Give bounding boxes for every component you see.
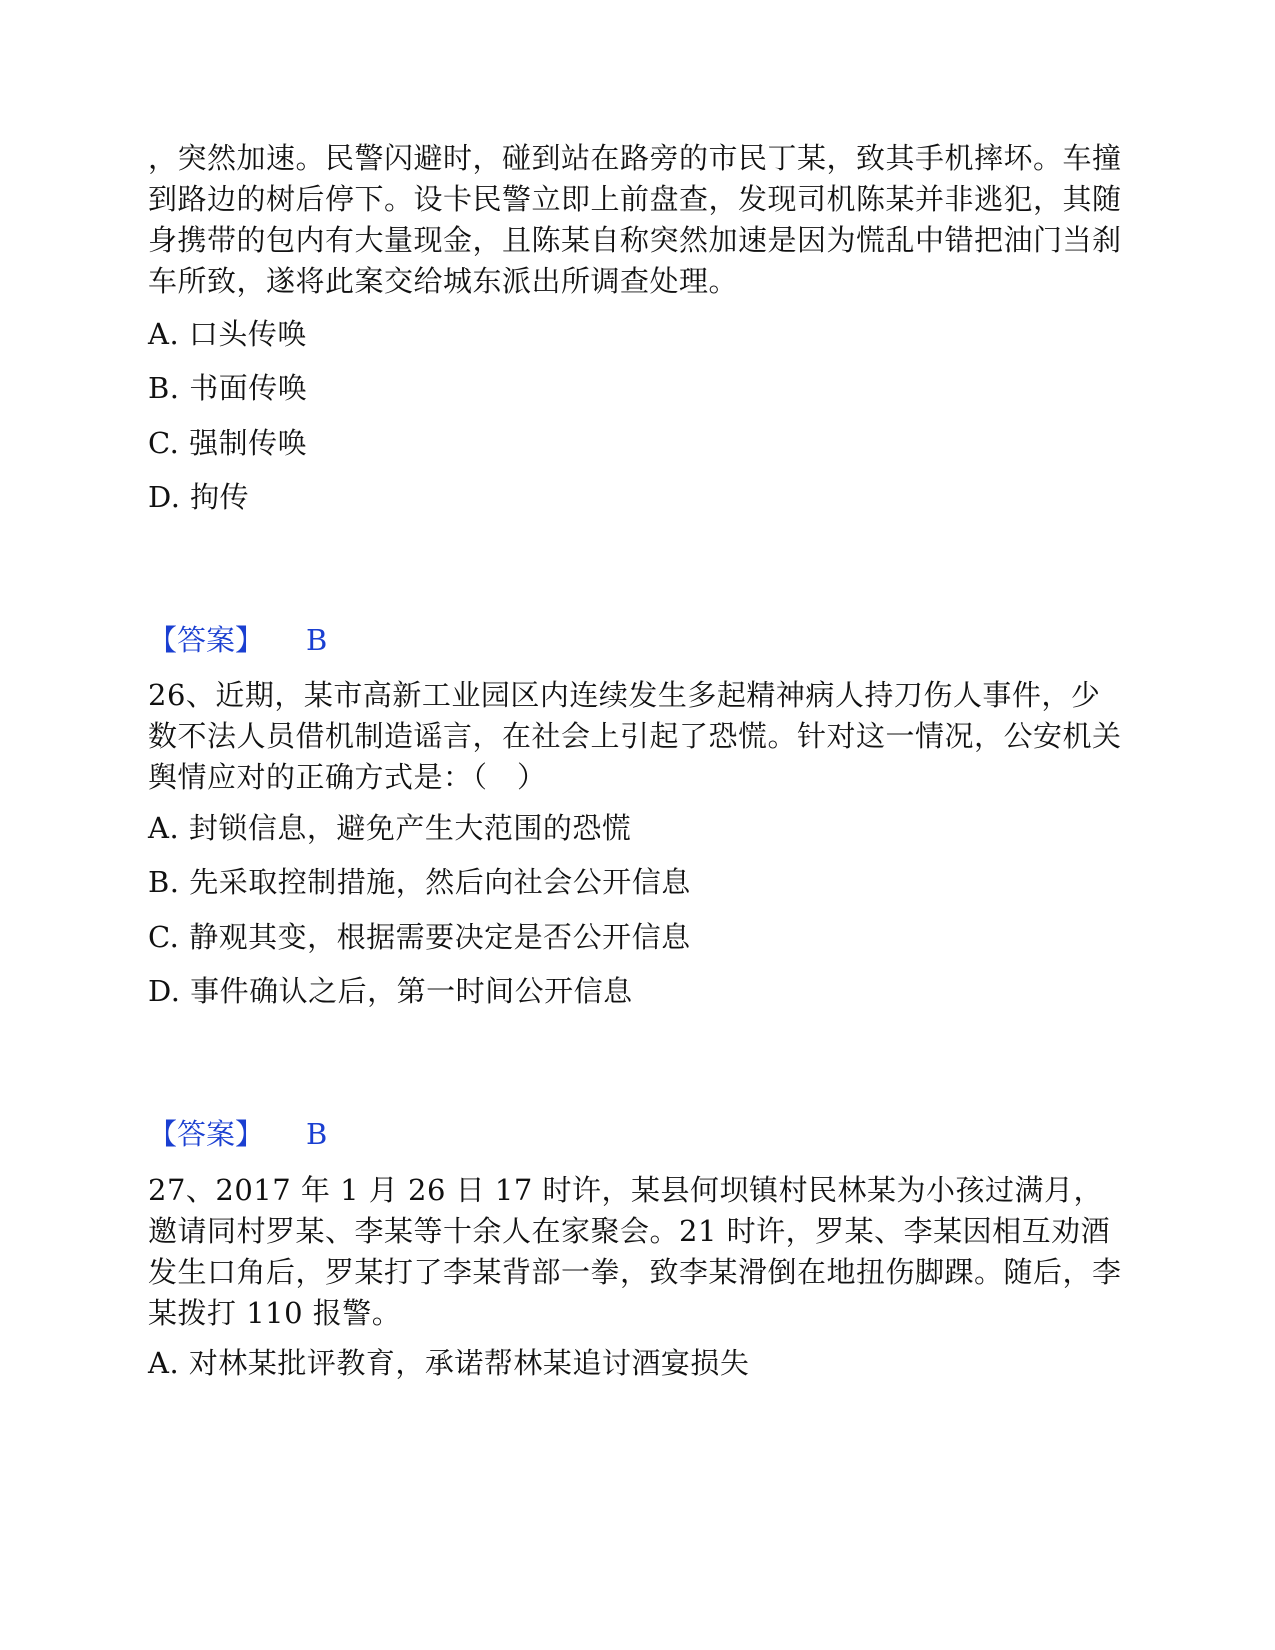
question-27-stem: 27、2017 年 1 月 26 日 17 时许，某县何坝镇村民林某为小孩过满月，邀请同村罗某、李某等十余人在家聚会。21 时许，罗某、李某因相互劝酒发生口角后，罗某打了李某背部一拳，致李某滑倒在地扭伤脚踝。随后，李某拨打 110 报警。 bbox=[148, 1173, 1122, 1330]
question-26-stem: 26、近期，某市高新工业园区内连续发生多起精神病人持刀伤人事件，少数不法人员借机制造谣言，在社会上引起了恐慌。针对这一情况，公安机关舆情应对的正确方式是：（ ） bbox=[148, 678, 1122, 794]
question-25-option-b: B. 书面传唤 bbox=[148, 371, 308, 405]
answer-label: 【答案】 bbox=[148, 1117, 265, 1151]
question-26-option-b: B. 先采取控制措施，然后向社会公开信息 bbox=[148, 865, 691, 899]
question-25-option-d: D. 拘传 bbox=[148, 480, 250, 514]
question-26-option-d: D. 事件确认之后，第一时间公开信息 bbox=[148, 974, 633, 1008]
answer-value: B bbox=[306, 1117, 328, 1151]
question-25-stem: ，突然加速。民警闪避时，碰到站在路旁的市民丁某，致其手机摔坏。车撞到路边的树后停下。设卡民警立即上前盘查，发现司机陈某并非逃犯，其随身携带的包内有大量现金，且陈某自称突然加速是因为慌乱中错把油门当刹车所致，遂将此案交给城东派出所调查处理。 bbox=[148, 141, 1122, 298]
answer-value: B bbox=[306, 623, 328, 657]
question-25-option-c: C. 强制传唤 bbox=[148, 426, 308, 460]
answer-label: 【答案】 bbox=[148, 623, 265, 657]
document-page bbox=[148, 0, 1128, 1650]
question-26-option-a: A. 封锁信息，避免产生大范围的恐慌 bbox=[148, 811, 632, 845]
question-26-answer bbox=[148, 1116, 327, 1152]
question-25-answer bbox=[148, 622, 327, 658]
question-25-option-a: A. 口头传唤 bbox=[148, 317, 307, 351]
question-26-option-c: C. 静观其变，根据需要决定是否公开信息 bbox=[148, 920, 691, 954]
question-27-option-a: A. 对林某批评教育，承诺帮林某追讨酒宴损失 bbox=[148, 1346, 750, 1380]
